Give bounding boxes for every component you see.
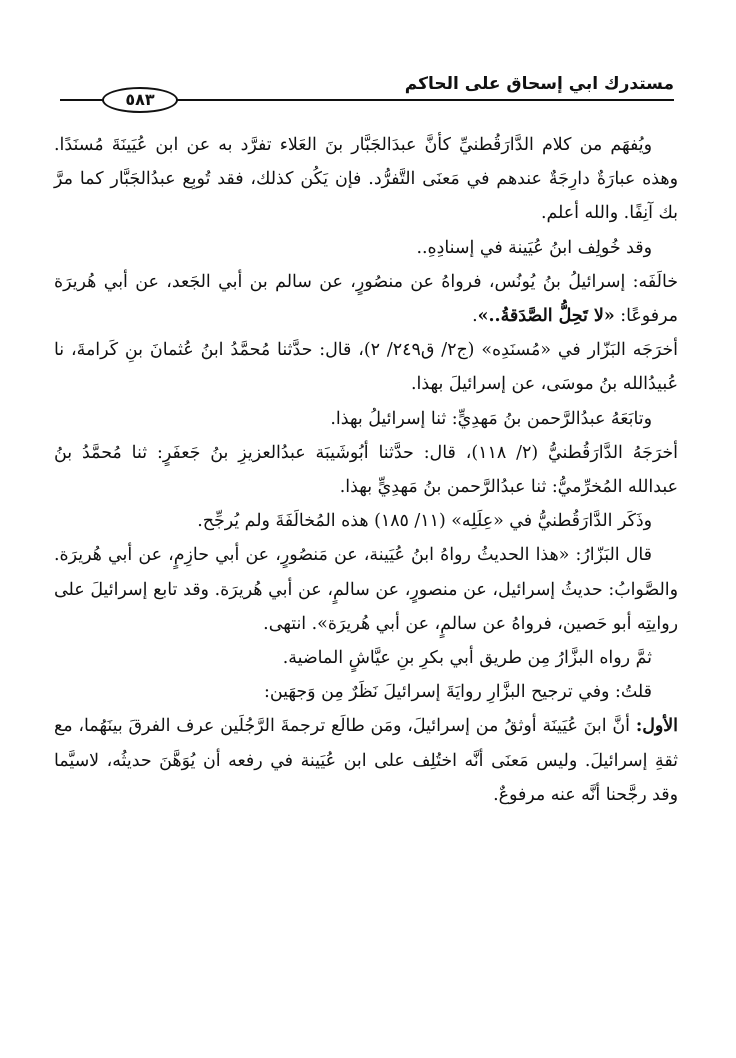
- paragraph-7: وذَكَر الدَّارَقُطنيُّ في «عِلَلِه» (١١/ ١٨٥) هذه المُخالَفَةَ ولم يُرجِّح.: [197, 511, 652, 532]
- main-text: [54, 128, 678, 812]
- first-point-label: الأول:: [635, 716, 679, 737]
- paragraph-10: قلتُ: وفي ترجيح البزَّارِ روايَةَ إسرائيلَ نَظَرٌ مِن وَجهَين:: [264, 682, 652, 703]
- paragraph-1: ويُفهَم من كلام الدَّارَقُطنيِّ كأنَّ عبدَالجَبَّار بنَ العَلاء تفرَّد به عن ابن عُيَينَةَ مُسنَدًا. وهذه عبارَةٌ دارِجَةٌ عندهم في مَعنَى التَّفرُّد. فإن يَكُن كذلك، فقد تُوبِع عبدُالجَبَّار كما مرَّ بك آنِفًا. والله أعلم.: [54, 135, 678, 224]
- paragraph-6: أخرَجَهُ الدَّارَقُطنيُّ (٢/ ١١٨)، قال: حدَّثنا أبُوشَيبَة عبدُالعزيزِ بنُ جَعفَرٍ: ثنا مُحمَّدُ بنُ عبدالله المُخرِّميُّ: ثنا عبدُالرَّحمن بنُ مَهدِيٍّ بهذا.: [54, 442, 679, 498]
- page-number-badge: ٥٨٣: [102, 87, 178, 113]
- running-header: [60, 68, 674, 108]
- running-header-title: مستدرك ابي إسحاق على الحاكم: [404, 74, 674, 94]
- paragraph-5: وتابَعَهُ عبدُالرَّحمن بنُ مَهدِيٍّ: ثنا إسرائيلُ بهذا.: [330, 408, 652, 429]
- paragraph-3: [54, 265, 678, 333]
- paragraph-2: وقد خُولِف ابنُ عُيَينة في إسنادِهِ..: [416, 237, 652, 258]
- paragraph-9: ثمَّ رواه البزَّارُ مِن طريق أبي بكرِ بنِ عيَّاشٍ الماضية.: [282, 648, 652, 669]
- paragraph-8: قال البَزّارُ: «هذا الحديثُ رواهُ ابنُ عُيَينة، عن مَنصُورٍ، عن أبي حازِمٍ، عن أبي هُريرَة. والصَّوابُ: حديثُ إسرائيل، عن منصورٍ، عن سالمٍ، عن أبي هُريرَة. وقد تابع إسرائيلَ على روايتِه أبو حَصين، فرواهُ عن سالمٍ، عن أبي هُريرَة». انتهى.: [54, 545, 678, 634]
- paragraph-4: أخرَجَه البَزّار في «مُسنَدِه» (ج٢/ ق٢٤٩/ ٢)، قال: حدَّثنا مُحمَّدُ ابنُ عُثمانَ بنِ كَرامةَ، نا عُبيدُالله بنُ موسَى، عن إسرائيلَ بهذا.: [54, 340, 678, 395]
- paragraph-11: [54, 709, 678, 812]
- la-tahill-inline: «لا تَحِلُّ الصَّدَقةُ..»: [477, 306, 615, 327]
- paragraph-3-text: خالَفَه: إسرائيلُ بنُ يُونُس، فرواهُ عن منصُورٍ، عن سالم بن أبي الجَعد، عن أبي هُريرَة مرفوعًا: «لا تَحِلُّ الصَّدَقةُ..».: [54, 271, 678, 327]
- paragraph-11-text: أنَّ ابنَ عُيَينَة أوثقُ من إسرائيلَ، ومَن طالَع ترجمةَ الرَّجُلَين عرف الفرقَ بينَهُما، مع ثقةِ إسرائيلَ. وليس مَعنَى أنَّه اختُلِف على ابن عُيَينة في رفعه أن يُوَهَّنَ حديثُه، لاسيَّما وقد رجَّحنا أنَّه عنه مرفوعٌ.: [54, 716, 678, 805]
